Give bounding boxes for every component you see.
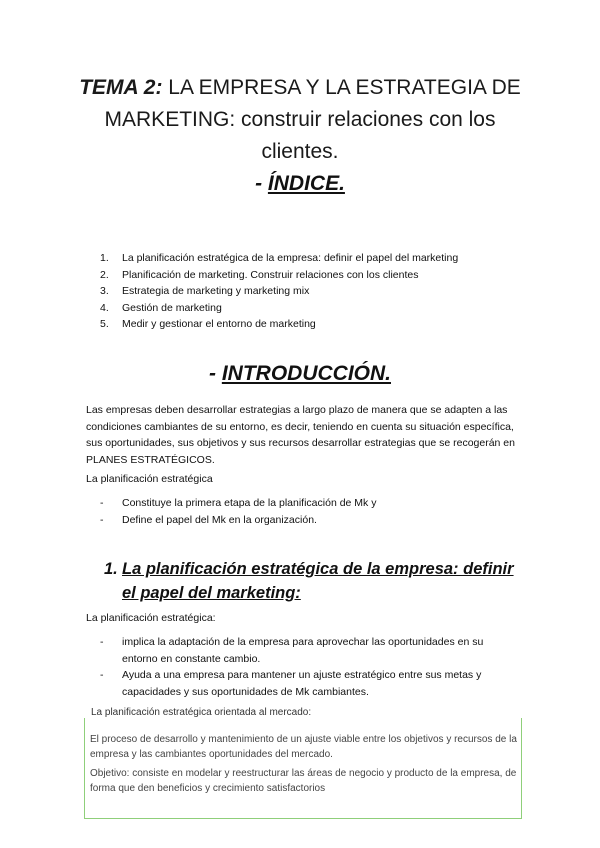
list-item-number: 2. <box>100 268 109 281</box>
bullet-text: Constituye la primera etapa de la planificación de Mk y <box>122 497 377 509</box>
document-title <box>70 72 530 168</box>
indice-label: ÍNDICE. <box>267 172 345 195</box>
list-item <box>100 495 520 512</box>
list-item-text: La planificación estratégica de la empresa: definir el papel del marketing <box>122 252 459 264</box>
list-item-text: Estrategia de marketing y marketing mix <box>122 285 310 297</box>
planning-bullets <box>100 495 520 528</box>
bullet-dash: - <box>100 513 104 526</box>
bullet-dash: - <box>100 497 104 509</box>
list-item <box>100 667 520 700</box>
intro-dash: - <box>208 362 216 385</box>
intro-label: INTRODUCCIÓN. <box>221 362 391 385</box>
indice-dash: - <box>255 172 263 195</box>
list-item-number: 5. <box>100 318 109 330</box>
title-text: LA EMPRESA Y LA ESTRATEGIA DE MARKETING: construir relaciones con los clientes. <box>104 76 521 163</box>
planning-label-2: La planificación estratégica: <box>86 612 216 624</box>
list-item-number: 1. <box>100 252 109 264</box>
list-item-text: Gestión de marketing <box>122 301 222 314</box>
bullet-text: Ayuda a una empresa para mantener un ajuste estratégico entre sus metas y capacidades y sus oportunidades de Mk cambiantes. <box>122 669 482 698</box>
list-item-number: 4. <box>100 301 109 314</box>
intro-paragraph: Las empresas deben desarrollar estrategias a largo plazo de manera que se adapten a las condiciones cambiantes de su entorno, es decir, teniendo en cuenta su situación específica, sus oportunidades, sus objetivos y sus recursos desarrollar estrategias que se recogerán en PLANES ESTRATÉGICOS. <box>86 404 515 466</box>
list-item <box>100 267 458 284</box>
intro-heading <box>0 362 600 386</box>
section-number: 1. <box>104 560 118 578</box>
definition-box-title: La planificación estratégica orientada al mercado: <box>88 707 314 718</box>
planning-bullets-2 <box>100 634 520 700</box>
title-tema: TEMA 2: <box>79 76 163 99</box>
section-title-text: La planificación estratégica de la empresa: definir el papel del marketing: <box>122 560 514 602</box>
planning-label: La planificación estratégica <box>86 473 213 485</box>
indice-list <box>100 250 458 333</box>
list-item-number: 3. <box>100 285 109 297</box>
list-item <box>100 634 520 667</box>
definition-box-text-2: Objetivo: consiste en modelar y reestructurar las áreas de negocio y producto de la empresa, de forma que den beneficios y crecimiento satisfactorios <box>90 768 517 794</box>
list-item <box>100 250 458 267</box>
bullet-dash: - <box>100 636 104 648</box>
list-item-text: Planificación de marketing. Construir relaciones con los clientes <box>122 268 419 281</box>
definition-box-text-1: El proceso de desarrollo y mantenimiento de un ajuste viable entre los objetivos y recursos de la empresa y las cambiantes oportunidades del mercado. <box>90 734 517 760</box>
list-item <box>100 283 458 300</box>
list-item <box>100 512 520 529</box>
list-item <box>100 316 458 333</box>
list-item-text: Medir y gestionar el entorno de marketing <box>122 318 316 330</box>
bullet-text: implica la adaptación de la empresa para aprovechar las oportunidades en su entorno en constante cambio. <box>122 636 484 665</box>
bullet-text: Define el papel del Mk en la organización. <box>122 513 317 526</box>
bullet-dash: - <box>100 669 104 681</box>
list-item <box>100 300 458 317</box>
indice-heading <box>0 172 600 196</box>
section-1-title <box>104 557 524 605</box>
